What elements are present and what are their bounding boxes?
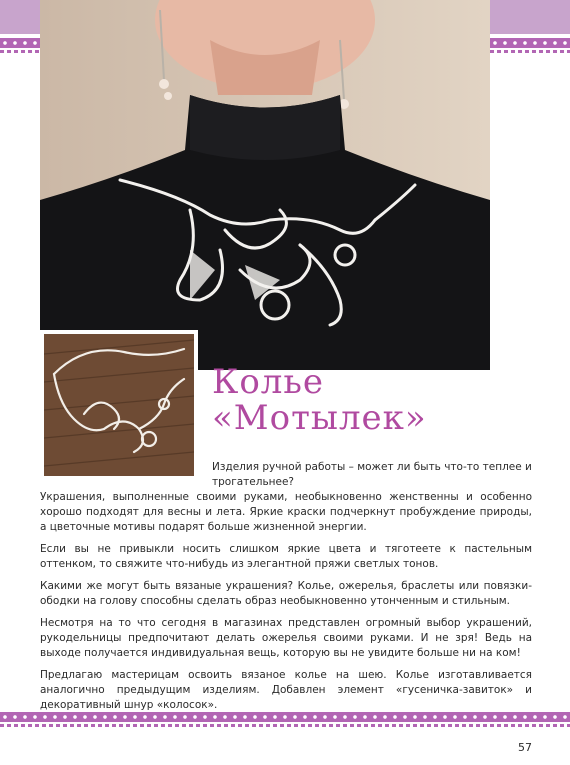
title-line-2: «Мотылек» [212, 398, 427, 438]
body-paragraph: Предлагаю мастерицам освоить вязаное колье на шею. Колье изготавливается аналогично предыдущим изделиям. Добавлен элемент «гусеничка-завиток» и декоративный шнур «колосок». [40, 669, 532, 711]
band-left-block [0, 0, 40, 34]
body-paragraph: Какими же могут быть вязаные украшения? Колье, ожерелья, браслеты или повязки-ободки на голову способны сделать образ необыкновенно утонченным и стильным. [40, 580, 532, 607]
body-paragraph: Если вы не привыкли носить слишком яркие цвета и тяготеете к пастельным оттенком, то свяжите что-нибудь из элегантной пряжи светлых тонов. [40, 543, 532, 570]
model-necklace-photo [40, 0, 490, 370]
bottom-lace-line [0, 724, 570, 727]
title-line-1: Колье [212, 362, 325, 402]
bottom-lace-border [0, 712, 570, 722]
band-right-block [490, 0, 570, 34]
body-paragraph: Несмотря на то что сегодня в магазинах представлен огромный выбор украшений, рукодельницы предпочитают делать ожерелья своими руками. И не зря! Ведь на выходе получается индивидуальная вещь, которую вы не увидите больше ни на ком! [40, 617, 532, 659]
article-intro: Изделия ручной работы – может ли быть что-то теплее и трогательнее? [212, 461, 532, 488]
page-number: 57 [518, 741, 532, 754]
article-body [40, 490, 532, 720]
necklace-on-wood-photo [40, 330, 198, 480]
article-title [212, 364, 482, 436]
body-paragraph: Украшения, выполненные своими руками, необыкновенно женственны и особенно хорошо подходят для весны и лета. Яркие краски подчеркнут пробуждение природы, а цветочные мотивы подарят больше жизненной энергии. [40, 491, 532, 533]
